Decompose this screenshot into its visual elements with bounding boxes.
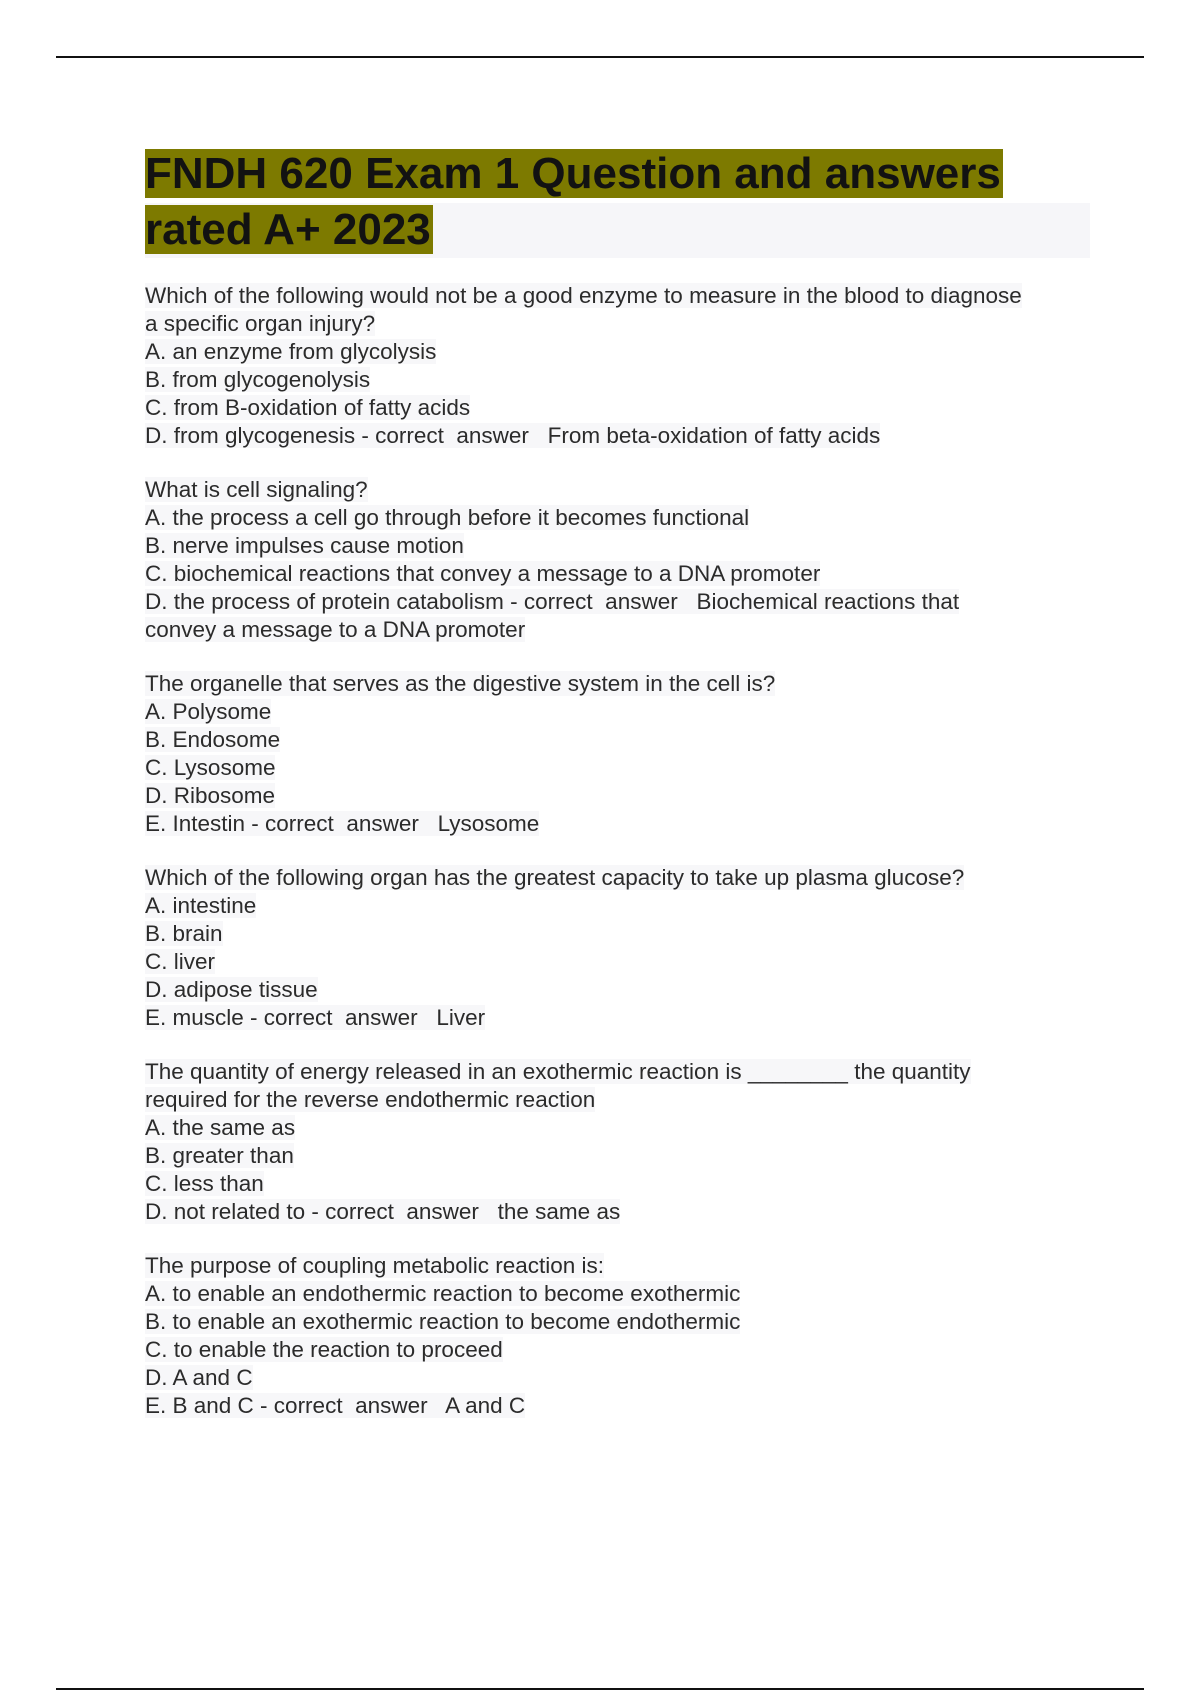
question-line xyxy=(145,1392,1090,1420)
question-line xyxy=(145,810,1090,838)
question-block xyxy=(145,864,1090,1032)
line-text: D. A and C xyxy=(145,1365,253,1390)
question-line xyxy=(145,616,1090,644)
question-line xyxy=(145,698,1090,726)
line-text: A. Polysome xyxy=(145,699,272,724)
line-text: B. nerve impulses cause motion xyxy=(145,533,464,558)
line-text: A. an enzyme from glycolysis xyxy=(145,339,437,364)
line-text: C. Lysosome xyxy=(145,755,276,780)
line-text: A. the process a cell go through before it becomes functional xyxy=(145,505,750,530)
question-text xyxy=(145,1252,1090,1280)
question-line xyxy=(145,338,1090,366)
question-line xyxy=(145,1364,1090,1392)
question-line xyxy=(145,976,1090,1004)
question-line xyxy=(145,588,1090,616)
line-text: The organelle that serves as the digestive system in the cell is? xyxy=(145,671,776,696)
question-line xyxy=(145,310,1090,338)
question-line xyxy=(145,560,1090,588)
line-text: C. to enable the reaction to proceed xyxy=(145,1337,503,1362)
line-text: D. not related to - correct answer the same as xyxy=(145,1199,621,1224)
line-text: What is cell signaling? xyxy=(145,477,368,502)
document-body xyxy=(145,146,1090,1446)
question-list xyxy=(145,282,1090,1420)
line-text: C. from B-oxidation of fatty acids xyxy=(145,395,471,420)
question-line xyxy=(145,892,1090,920)
question-line xyxy=(145,1086,1090,1114)
question-block xyxy=(145,1058,1090,1226)
question-text xyxy=(145,476,1090,504)
line-text: Which of the following would not be a good enzyme to measure in the blood to diagnose xyxy=(145,283,1022,308)
line-text: The purpose of coupling metabolic reaction is: xyxy=(145,1253,605,1278)
line-text: B. from glycogenolysis xyxy=(145,367,371,392)
line-text: D. Ribosome xyxy=(145,783,276,808)
line-text: convey a message to a DNA promoter xyxy=(145,617,526,642)
question-line xyxy=(145,754,1090,782)
question-block xyxy=(145,476,1090,644)
question-line xyxy=(145,948,1090,976)
line-text: D. adipose tissue xyxy=(145,977,318,1002)
question-block xyxy=(145,670,1090,838)
line-text: B. to enable an exothermic reaction to become endothermic xyxy=(145,1309,741,1334)
question-line xyxy=(145,1280,1090,1308)
line-text: B. brain xyxy=(145,921,223,946)
question-line xyxy=(145,394,1090,422)
question-block xyxy=(145,282,1090,450)
question-text xyxy=(145,1058,1090,1086)
question-text xyxy=(145,282,1090,310)
question-line xyxy=(145,504,1090,532)
question-line xyxy=(145,1004,1090,1032)
question-text xyxy=(145,864,1090,892)
header-rule xyxy=(56,56,1144,58)
line-text: D. from glycogenesis - correct answer From beta-oxidation of fatty acids xyxy=(145,423,881,448)
question-line xyxy=(145,1170,1090,1198)
line-text: B. Endosome xyxy=(145,727,281,752)
line-text: The quantity of energy released in an exothermic reaction is ________ the quantity xyxy=(145,1059,971,1084)
line-text: C. biochemical reactions that convey a message to a DNA promoter xyxy=(145,561,821,586)
question-line xyxy=(145,1142,1090,1170)
line-text: a specific organ injury? xyxy=(145,311,376,336)
line-text: C. liver xyxy=(145,949,216,974)
question-line xyxy=(145,422,1090,450)
question-block xyxy=(145,1252,1090,1420)
question-line xyxy=(145,1336,1090,1364)
question-line xyxy=(145,1198,1090,1226)
question-line xyxy=(145,920,1090,948)
footer-rule xyxy=(56,1688,1144,1690)
line-text: Which of the following organ has the greatest capacity to take up plasma glucose? xyxy=(145,865,965,890)
line-text: E. Intestin - correct answer Lysosome xyxy=(145,811,540,836)
question-line xyxy=(145,366,1090,394)
document-title xyxy=(145,146,1090,258)
line-text: C. less than xyxy=(145,1171,264,1196)
line-text: B. greater than xyxy=(145,1143,294,1168)
line-text: A. the same as xyxy=(145,1115,296,1140)
line-text: D. the process of protein catabolism - correct answer Biochemical reactions that xyxy=(145,589,960,614)
line-text: A. to enable an endothermic reaction to become exothermic xyxy=(145,1281,741,1306)
title-line-2: rated A+ 2023 xyxy=(145,205,431,254)
line-text: E. muscle - correct answer Liver xyxy=(145,1005,486,1030)
line-text: required for the reverse endothermic reaction xyxy=(145,1087,596,1112)
title-line-1: FNDH 620 Exam 1 Question and answers xyxy=(145,149,1001,198)
question-line xyxy=(145,1114,1090,1142)
line-text: E. B and C - correct answer A and C xyxy=(145,1393,526,1418)
question-line xyxy=(145,726,1090,754)
question-text xyxy=(145,670,1090,698)
question-line xyxy=(145,1308,1090,1336)
line-text: A. intestine xyxy=(145,893,257,918)
question-line xyxy=(145,532,1090,560)
question-line xyxy=(145,782,1090,810)
